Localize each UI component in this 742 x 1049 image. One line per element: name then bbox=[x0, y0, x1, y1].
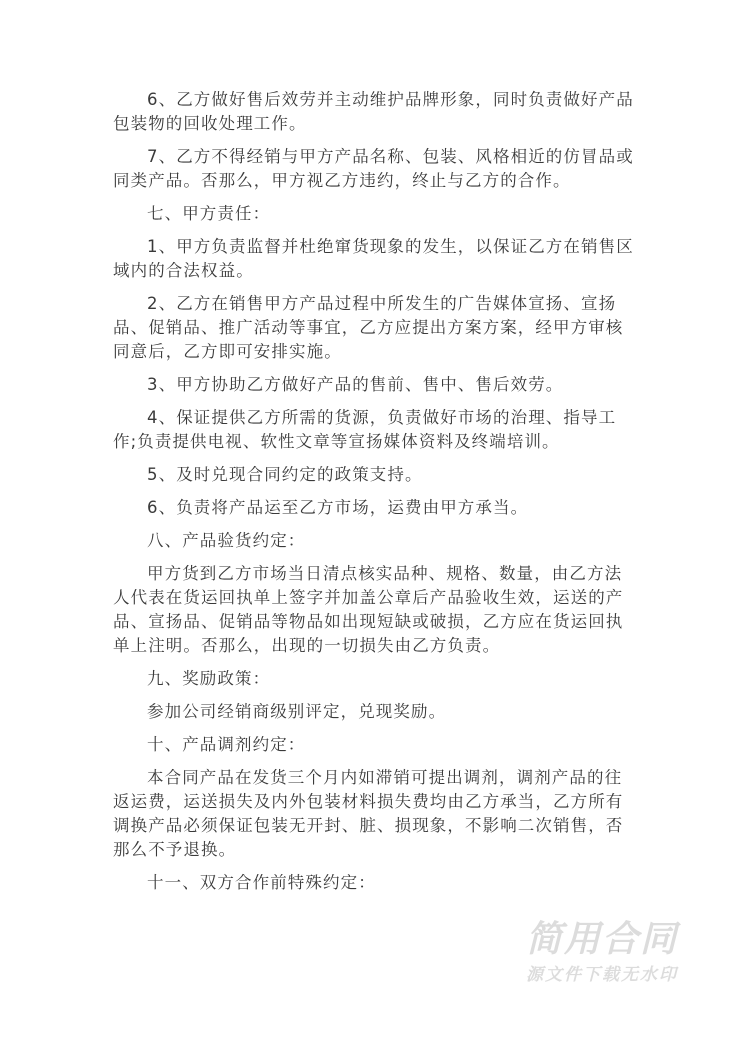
watermark-subtitle: 源文件下载无水印 bbox=[526, 965, 678, 985]
text-line: 6、乙方做好售后效劳并主动维护品牌形象，同时负责做好产品 bbox=[147, 90, 634, 109]
text-line: 品、促销品、推广活动等事宜，乙方应提出方案方案，经甲方审核 bbox=[113, 318, 624, 337]
text-line: 7、乙方不得经销与甲方产品名称、包装、风格相近的仿冒品或 bbox=[147, 147, 634, 166]
text-line: 4、保证提供乙方所需的货源，负责做好市场的治理、指导工 bbox=[147, 408, 617, 427]
watermark-title: 简用合同 bbox=[525, 919, 678, 960]
text-line: 5、及时兑现合同约定的政策支持。 bbox=[147, 465, 423, 484]
paragraph bbox=[113, 235, 634, 283]
paragraph bbox=[113, 406, 617, 454]
text-line: 十一、双方合作前特殊约定： bbox=[147, 873, 376, 892]
text-line: 2、乙方在销售甲方产品过程中所发生的广告媒体宣扬、宣扬 bbox=[147, 294, 617, 313]
paragraph bbox=[113, 766, 624, 862]
paragraph bbox=[113, 292, 624, 364]
paragraph bbox=[113, 145, 634, 193]
text-line: 6、负责将产品运至乙方市场，运费由甲方承当。 bbox=[147, 498, 529, 517]
text-line: 本合同产品在发货三个月内如滞销可提出调剂，调剂产品的往 bbox=[147, 768, 623, 787]
text-line: 甲方货到乙方市场当日清点核实品种、规格、数量，由乙方法 bbox=[147, 564, 623, 583]
paragraph bbox=[113, 463, 603, 487]
text-line: 人代表在货运回执单上签字并加盖公章后产品验收生效，运送的产 bbox=[113, 588, 624, 607]
text-line: 调换产品必须保证包装无开封、脏、损现象，不影响二次销售，否 bbox=[113, 816, 624, 835]
paragraph bbox=[113, 733, 603, 757]
text-line: 包装物的回收处理工作。 bbox=[113, 114, 307, 133]
text-line: 3、甲方协助乙方做好产品的售前、售中、售后效劳。 bbox=[147, 375, 564, 394]
paragraph bbox=[113, 88, 634, 136]
text-line: 九、奖励政策： bbox=[147, 669, 271, 688]
text-line: 七、甲方责任： bbox=[147, 204, 271, 223]
paragraph bbox=[113, 562, 624, 658]
text-line: 单上注明。否那么，出现的一切损失由乙方负责。 bbox=[113, 636, 501, 655]
text-line: 参加公司经销商级别评定，兑现奖励。 bbox=[147, 702, 447, 721]
text-line: 域内的合法权益。 bbox=[113, 261, 254, 280]
watermark bbox=[512, 918, 692, 988]
document-body bbox=[113, 88, 634, 904]
paragraph bbox=[113, 202, 603, 226]
paragraph bbox=[113, 496, 603, 520]
text-line: 品、宣扬品、促销品等物品如出现短缺或破损，乙方应在货运回执 bbox=[113, 612, 624, 631]
text-line: 返运费，运送损失及内外包装材料损失费均由乙方承当，乙方所有 bbox=[113, 792, 624, 811]
text-line: 作;负责提供电视、软性文章等宣扬媒体资料及终端培训。 bbox=[113, 432, 560, 451]
text-line: 同意后，乙方即可安排实施。 bbox=[113, 342, 342, 361]
text-line: 同类产品。否那么，甲方视乙方违约，终止与乙方的合作。 bbox=[113, 171, 571, 190]
text-line: 八、产品验货约定： bbox=[147, 531, 306, 550]
paragraph bbox=[113, 667, 603, 691]
text-line: 十、产品调剂约定： bbox=[147, 735, 306, 754]
paragraph bbox=[113, 700, 603, 724]
paragraph bbox=[113, 871, 603, 895]
paragraph bbox=[113, 373, 603, 397]
text-line: 1、甲方负责监督并杜绝窜货现象的发生，以保证乙方在销售区 bbox=[147, 237, 634, 256]
paragraph bbox=[113, 529, 603, 553]
text-line: 那么不予退换。 bbox=[113, 840, 237, 859]
